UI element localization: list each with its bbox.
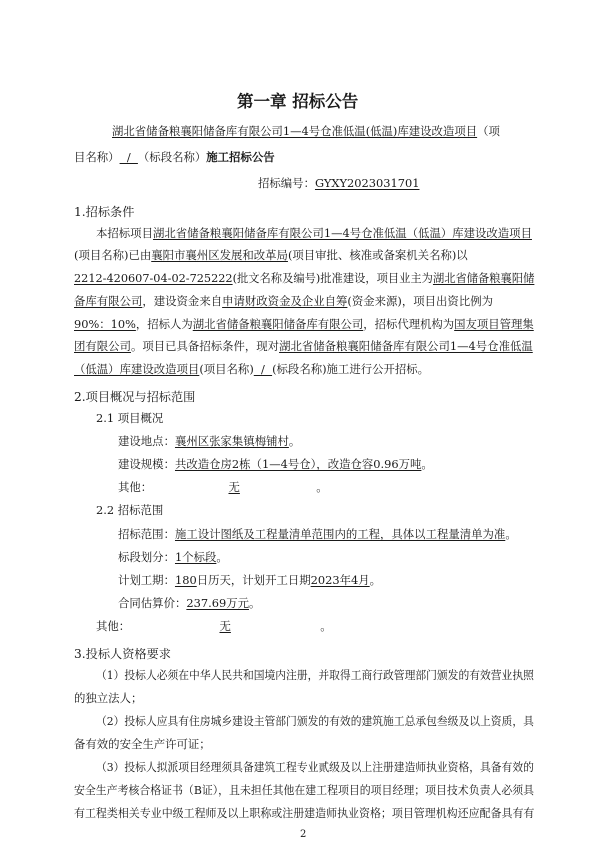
notice-type: 施工招标公告 (206, 150, 275, 164)
planned-days: 180 (174, 573, 197, 587)
subsection-2-2: 2.2 招标范围 (96, 503, 164, 517)
project-name: 湖北省储备粮襄阳储备库有限公司1—4号仓准低温(低温)库建设改造项目 (112, 124, 478, 138)
s1-text: (标段名称)施工进行公开招标。 (272, 362, 430, 376)
contract-price: 合同估算价：237.69万元。 (118, 596, 261, 610)
field-label: 日历天，计划开工日期 (196, 573, 311, 587)
start-date: 2023年4月 (310, 573, 370, 587)
other-2: 其他： 无 。 (96, 619, 332, 633)
build-scale: 建设规模：共改造仓房2栋（1—4号仓），改造仓容0.96万吨。 (118, 457, 433, 471)
s1-line7 (74, 362, 429, 376)
s1-line3 (74, 271, 534, 285)
project-owner-cont: 备库有限公司 (74, 294, 143, 308)
approval-code: 2212-420607-04-02-725222 (74, 271, 233, 285)
funding-ratio: 90%：10% (74, 317, 136, 331)
s1-text: 。项目已具备招标条件，现对 (130, 339, 280, 353)
tender-range: 招标范围：施工设计图纸及工程量清单范围内的工程，具体以工程量清单为准。 (118, 527, 517, 541)
field-label: 建设规模： (118, 457, 175, 471)
agency-cont: 团有限公司 (74, 339, 131, 353)
s1-project-name-2-cont: （低温）库建设改造项目 (74, 362, 200, 376)
req-3-line3: 有工程类相关专业中级工程师及以上职称或注册建造师执业资格；项目管理机构还应配备具有有 (74, 806, 535, 820)
req-1-line2: 的独立法人； (74, 691, 143, 705)
build-location: 建设地点：襄州区张家集镇梅铺村。 (118, 434, 301, 448)
lot-title-label: （标段名称） (137, 150, 207, 164)
field-label: 招标范围： (118, 527, 175, 541)
s1-text: ，招标人为 (135, 317, 193, 331)
section-3-heading: 3.投标人资格要求 (74, 647, 171, 661)
chapter-title: 第一章 招标公告 (237, 92, 359, 111)
s1-line2 (74, 248, 468, 262)
field-label: 合同估算价： (118, 596, 187, 610)
page-number: 2 (300, 829, 307, 840)
req-2-line1: （2）投标人应具有住房城乡建设主管部门颁发的有效的建筑施工总承包叁级及以上资质，具 (96, 714, 534, 728)
project-title-suffix: （项 (477, 124, 500, 138)
planned-period: 计划工期：180日历天，计划开工日期2023年4月。 (118, 573, 382, 587)
lot-division-value: 1个标段 (174, 550, 217, 564)
lot-division: 标段划分：1个标段。 (118, 550, 228, 564)
s1-text: ，建设资金来自 (142, 294, 223, 308)
field-label: 建设地点： (118, 434, 175, 448)
req-1-line1: （1）投标人必须在中华人民共和国境内注册，并取得工商行政管理部门颁发的有效营业执照 (96, 668, 534, 682)
s1-text: 本招标项目 (96, 226, 153, 240)
lot-name-blank: / (119, 150, 138, 164)
agency: 国友项目管理集 (454, 317, 534, 331)
s1-text: ，招标代理机构为 (363, 317, 455, 331)
build-scale-value: 共改造仓房2栋（1—4号仓），改造仓容0.96万吨 (174, 457, 422, 471)
build-location-value: 襄州区张家集镇梅铺村 (174, 434, 289, 448)
other-1: 其他： 无 。 (118, 480, 328, 494)
s1-text: (项目名称) (199, 362, 254, 376)
s1-line1 (96, 226, 532, 240)
project-title-label: 目名称） (74, 150, 120, 164)
tender-range-value: 施工设计图纸及工程量清单范围内的工程，具体以工程量清单为准 (174, 527, 506, 541)
tenderer: 湖北省储备粮襄阳储备库有限公司 (192, 317, 364, 331)
section-2-heading: 2.项目概况与招标范围 (74, 390, 196, 404)
s1-project-name: 湖北省储备粮襄阳储备库有限公司1—4号仓准低温（低温）库建设改造项目 (152, 226, 532, 240)
lot-name-blank-2: / (253, 362, 273, 376)
section-1-heading: 1.招标条件 (74, 205, 135, 219)
approval-authority: 襄阳市襄州区发展和改革局 (151, 248, 288, 262)
s1-line6 (74, 339, 533, 353)
s1-text: (批文名称及编号)批准建设，项目业主为 (232, 271, 433, 285)
other-2-value: 无 (219, 619, 231, 633)
subsection-2-1: 2.1 项目概况 (96, 411, 164, 425)
field-label: 其他： (96, 619, 131, 633)
project-owner: 湖北省储备粮襄阳储 (432, 271, 535, 285)
req-3-line2: 安全生产考核合格证书（B证），且未担任其他在建工程项目的项目经理；项目技术负责人必须具 (74, 783, 535, 797)
s1-line4 (74, 294, 493, 308)
s1-text: (资金来源)，项目出资比例为 (347, 294, 493, 308)
other-1-value: 无 (228, 480, 240, 494)
tender-number-value: GYXY2023031701 (314, 176, 420, 190)
s1-line5 (74, 317, 534, 331)
project-title-line2 (74, 150, 275, 164)
s1-project-name-2: 湖北省储备粮襄阳储备库有限公司1—4号仓准低温 (279, 339, 533, 353)
req-2-line2: 备有效的安全生产许可证； (74, 737, 211, 751)
req-3-line1: （3）投标人拟派项目经理须具备建筑工程专业贰级及以上注册建造师执业资格，具备有效的 (96, 760, 534, 774)
s1-text: (项目审批、核准或备案机关名称)以 (287, 248, 468, 262)
field-label: 其他： (118, 480, 153, 494)
tender-number-label: 招标编号： (258, 176, 315, 190)
s1-text: (项目名称)已由 (74, 248, 152, 262)
tender-number (258, 176, 420, 190)
contract-price-value: 237.69万元 (186, 596, 249, 610)
field-label: 计划工期： (118, 573, 175, 587)
project-title-line1 (112, 124, 500, 138)
field-label: 标段划分： (118, 550, 175, 564)
funding-source: 申请财政资金及企业自筹 (222, 294, 348, 308)
